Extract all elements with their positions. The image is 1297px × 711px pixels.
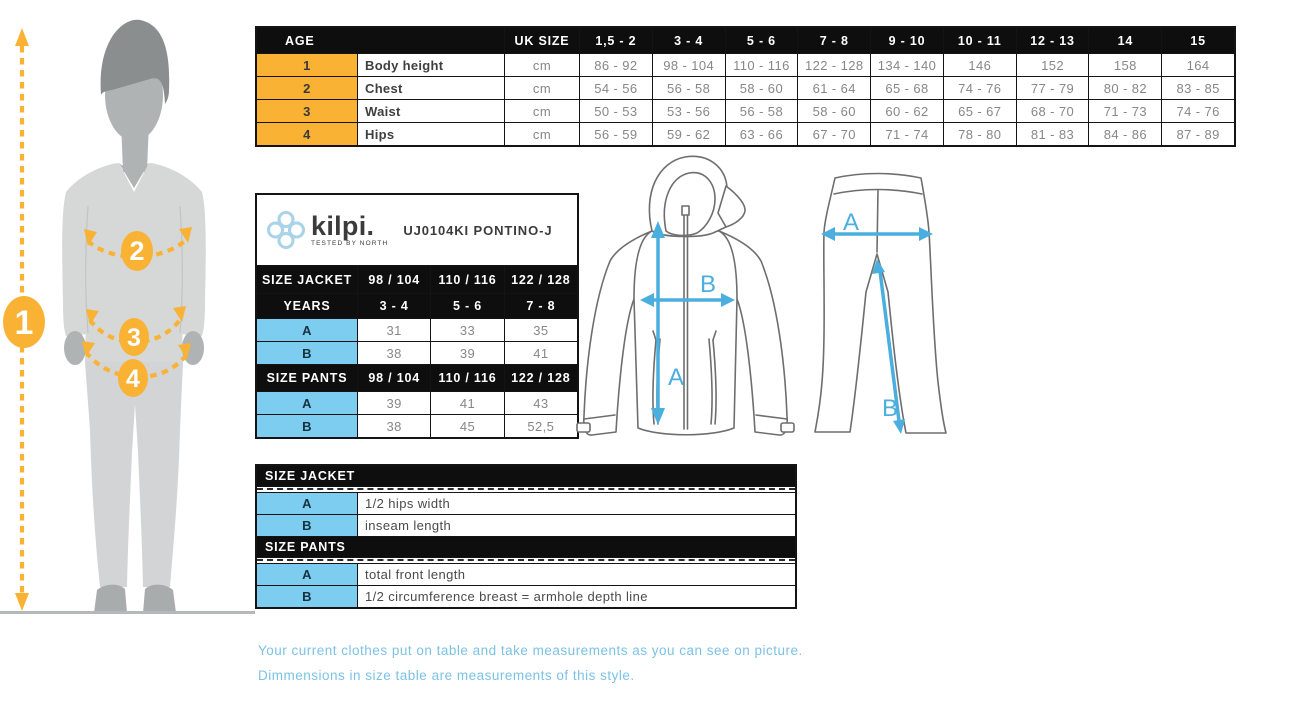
size-value-cell: 74 - 76 [1162, 100, 1234, 122]
measure-value-cell: 33 [431, 319, 503, 341]
measure-value-cell: 31 [358, 319, 430, 341]
years-value: 3 - 4 [358, 294, 430, 318]
pants-size-header: 122 / 128 [505, 365, 577, 391]
size-value-cell: 65 - 67 [944, 100, 1016, 122]
size-value-cell: 65 - 68 [871, 77, 943, 99]
size-value-cell: 59 - 62 [653, 123, 725, 145]
row-number-cell: 2 [257, 77, 357, 99]
measure-value-cell: 41 [431, 392, 503, 414]
size-value-cell: 56 - 59 [580, 123, 652, 145]
ground-line [0, 611, 255, 614]
size-value-cell: 61 - 64 [798, 77, 870, 99]
measure-key-cell: B [257, 342, 357, 364]
measure-badge-4 [118, 359, 148, 397]
measure-value-cell: 39 [358, 392, 430, 414]
jacket-diagram [575, 150, 799, 462]
pants-outline [815, 174, 946, 434]
pants-size-header: 110 / 116 [431, 365, 503, 391]
legend-desc-cell: total front length [358, 564, 795, 585]
legend-desc-cell: inseam length [358, 515, 795, 536]
size-value-cell: 84 - 86 [1089, 123, 1161, 145]
measure-badge-1 [3, 296, 45, 348]
svg-text:1: 1 [14, 304, 34, 342]
unit-cell: cm [505, 77, 579, 99]
note-line-2: Dimmensions in size table are measurements of this style. [258, 668, 635, 683]
measure-value-cell: 35 [505, 319, 577, 341]
brand-tagline: TESTED BY NORTH [311, 239, 389, 247]
legend-pants-header: SIZE PANTS [257, 537, 795, 557]
size-value-cell: 56 - 58 [653, 77, 725, 99]
kilpi-knot-icon [266, 210, 306, 250]
unit-cell: cm [505, 54, 579, 76]
legend-key-cell: A [257, 564, 357, 585]
unit-cell: cm [505, 123, 579, 145]
measure-badge-2 [121, 231, 153, 271]
size-value-cell: 164 [1162, 54, 1234, 76]
size-column-header: 5 - 6 [726, 28, 798, 53]
size-column-header: 12 - 13 [1017, 28, 1089, 53]
size-value-cell: 74 - 76 [944, 77, 1016, 99]
row-number-cell: 4 [257, 123, 357, 145]
size-value-cell: 158 [1089, 54, 1161, 76]
jacket-outline [577, 156, 794, 435]
size-jacket-header-label: SIZE JACKET [257, 266, 357, 293]
svg-text:2: 2 [129, 236, 145, 266]
measure-key-cell: B [257, 415, 357, 437]
size-value-cell: 53 - 56 [653, 100, 725, 122]
legend-key-cell: B [257, 515, 357, 536]
size-value-cell: 67 - 70 [798, 123, 870, 145]
size-column-header: 10 - 11 [944, 28, 1016, 53]
row-number-cell: 1 [257, 54, 357, 76]
size-value-cell: 78 - 80 [944, 123, 1016, 145]
size-value-cell: 58 - 60 [726, 77, 798, 99]
measure-value-cell: 43 [505, 392, 577, 414]
brand-logo-row [257, 195, 577, 265]
legend-jacket-header: SIZE JACKET [257, 466, 795, 486]
jacket-b-label: B [700, 271, 717, 298]
age-column-header: AGE [257, 28, 504, 53]
size-value-cell: 71 - 74 [871, 123, 943, 145]
size-column-header: 7 - 8 [798, 28, 870, 53]
size-value-cell: 68 - 70 [1017, 100, 1089, 122]
measure-key-cell: A [257, 392, 357, 414]
size-value-cell: 87 - 89 [1162, 123, 1234, 145]
pants-diagram [800, 160, 995, 460]
measure-value-cell: 45 [431, 415, 503, 437]
product-size-table [255, 193, 579, 439]
jacket-a-label: A [668, 364, 685, 391]
child-figure-diagram [0, 0, 290, 625]
measure-key-cell: A [257, 319, 357, 341]
size-value-cell: 86 - 92 [580, 54, 652, 76]
jacket-size-header: 98 / 104 [358, 266, 430, 293]
size-value-cell: 122 - 128 [798, 54, 870, 76]
size-pants-header-label: SIZE PANTS [257, 365, 357, 391]
size-value-cell: 81 - 83 [1017, 123, 1089, 145]
size-value-cell: 80 - 82 [1089, 77, 1161, 99]
arrow-down-icon [15, 593, 29, 611]
note-line-1: Your current clothes put on table and take measurements as you can see on picture. [258, 643, 803, 658]
size-column-header: 3 - 4 [653, 28, 725, 53]
years-row-label: YEARS [257, 294, 357, 318]
jacket-size-header: 122 / 128 [505, 266, 577, 293]
size-value-cell: 83 - 85 [1162, 77, 1234, 99]
size-value-cell: 134 - 140 [871, 54, 943, 76]
years-value: 7 - 8 [505, 294, 577, 318]
measure-value-cell: 39 [431, 342, 503, 364]
pants-size-header: 98 / 104 [358, 365, 430, 391]
svg-text:3: 3 [127, 324, 141, 352]
left-shoe [94, 585, 127, 613]
size-value-cell: 58 - 60 [798, 100, 870, 122]
legend-desc-cell: 1/2 circumference breast = armhole depth line [358, 586, 795, 607]
size-value-cell: 56 - 58 [726, 100, 798, 122]
measurement-label-cell: Chest [358, 77, 504, 99]
measure-value-cell: 38 [358, 415, 430, 437]
size-value-cell: 63 - 66 [726, 123, 798, 145]
row-number-cell: 3 [257, 100, 357, 122]
size-value-cell: 146 [944, 54, 1016, 76]
unit-cell: cm [505, 100, 579, 122]
size-value-cell: 50 - 53 [580, 100, 652, 122]
size-value-cell: 71 - 73 [1089, 100, 1161, 122]
neck [121, 120, 149, 172]
dashed-divider [257, 487, 795, 492]
dashed-divider [257, 558, 795, 563]
measure-value-cell: 38 [358, 342, 430, 364]
measurement-label-cell: Hips [358, 123, 504, 145]
child-silhouette [62, 20, 206, 613]
size-column-header: 14 [1089, 28, 1161, 53]
legend-table [255, 464, 797, 609]
pants-b-label: B [882, 395, 899, 422]
brand-name: kilpi. [311, 210, 375, 241]
left-hand [64, 331, 86, 365]
measure-value-cell: 41 [505, 342, 577, 364]
legend-desc-cell: 1/2 hips width [358, 493, 795, 514]
product-code: UJ0104KI PONTINO-J [403, 222, 553, 238]
pants-a-label: A [843, 209, 860, 236]
measure-badge-3 [119, 318, 149, 356]
years-value: 5 - 6 [431, 294, 503, 318]
size-value-cell: 60 - 62 [871, 100, 943, 122]
right-shoe [143, 585, 176, 613]
age-size-table [255, 26, 1236, 147]
legend-key-cell: B [257, 586, 357, 607]
measurement-label-cell: Waist [358, 100, 504, 122]
size-value-cell: 98 - 104 [653, 54, 725, 76]
size-column-header: 9 - 10 [871, 28, 943, 53]
size-column-header: 15 [1162, 28, 1234, 53]
measurement-label-cell: Body height [358, 54, 504, 76]
brand-block [311, 210, 389, 247]
size-value-cell: 54 - 56 [580, 77, 652, 99]
size-value-cell: 110 - 116 [726, 54, 798, 76]
size-column-header: 1,5 - 2 [580, 28, 652, 53]
size-value-cell: 77 - 79 [1017, 77, 1089, 99]
arrow-up-icon [15, 28, 29, 46]
measure-value-cell: 52,5 [505, 415, 577, 437]
legend-key-cell: A [257, 493, 357, 514]
size-value-cell: 152 [1017, 54, 1089, 76]
notes [258, 638, 803, 688]
uk-size-column-header: UK SIZE [505, 28, 579, 53]
svg-text:4: 4 [126, 365, 140, 393]
jacket-size-header: 110 / 116 [431, 266, 503, 293]
